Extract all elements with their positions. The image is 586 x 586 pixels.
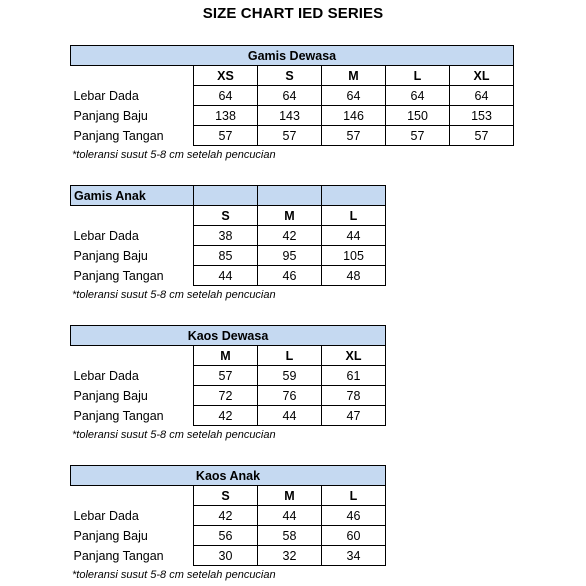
row-label: Panjang Baju: [71, 386, 194, 406]
row-label-empty: [71, 66, 194, 86]
row-label: Lebar Dada: [71, 226, 194, 246]
column-header: S: [258, 66, 322, 86]
table-cell: 44: [258, 506, 322, 526]
size-table-kaos-dewasa: [70, 325, 386, 441]
table-row: [71, 246, 386, 266]
table-cell: 76: [258, 386, 322, 406]
column-header: M: [322, 66, 386, 86]
table-row: [71, 546, 386, 566]
table-cell: 56: [194, 526, 258, 546]
table-cell: 58: [258, 526, 322, 546]
table-cell: 44: [258, 406, 322, 426]
table-cell: 46: [258, 266, 322, 286]
table-cell: 61: [322, 366, 386, 386]
heading-cell-empty: [258, 186, 322, 206]
shrink-tolerance-note: *toleransi susut 5-8 cm setelah pencucian: [72, 429, 276, 441]
table-row: [71, 506, 386, 526]
row-label-empty: [71, 206, 194, 226]
page-title: SIZE CHART IED SERIES: [202, 5, 384, 22]
row-label: Lebar Dada: [71, 506, 194, 526]
table-cell: 34: [322, 546, 386, 566]
table-cell: 150: [386, 106, 450, 126]
shrink-tolerance-note: *toleransi susut 5-8 cm setelah pencucian: [72, 149, 276, 161]
table-cell: 30: [194, 546, 258, 566]
table-cell: 44: [194, 266, 258, 286]
size-table-gamis-dewasa: [70, 45, 514, 161]
table-cell: 57: [322, 126, 386, 146]
row-label: Lebar Dada: [71, 366, 194, 386]
table-cell: 64: [450, 86, 514, 106]
table-cell: 59: [258, 366, 322, 386]
table-row: [71, 406, 386, 426]
table-cell: 60: [322, 526, 386, 546]
table-cell: 42: [194, 506, 258, 526]
column-header: XL: [450, 66, 514, 86]
table-cell: 57: [386, 126, 450, 146]
table-heading: Gamis Anak: [71, 186, 194, 206]
table-cell: 42: [258, 226, 322, 246]
column-header: L: [386, 66, 450, 86]
table-cell: 57: [450, 126, 514, 146]
table-cell: 48: [322, 266, 386, 286]
table-cell: 64: [386, 86, 450, 106]
row-label: Panjang Baju: [71, 526, 194, 546]
column-header: XS: [194, 66, 258, 86]
table-cell: 72: [194, 386, 258, 406]
column-header: XL: [322, 346, 386, 366]
table-cell: 57: [194, 126, 258, 146]
row-label-empty: [71, 346, 194, 366]
column-header: L: [322, 206, 386, 226]
table-cell: 153: [450, 106, 514, 126]
column-header: L: [322, 486, 386, 506]
table-row: [71, 226, 386, 246]
table-cell: 78: [322, 386, 386, 406]
table-cell: 57: [194, 366, 258, 386]
column-header: M: [194, 346, 258, 366]
table-row: [71, 106, 514, 126]
table-heading: Kaos Anak: [71, 466, 386, 486]
row-label: Lebar Dada: [71, 86, 194, 106]
table-cell: 42: [194, 406, 258, 426]
size-table-gamis-anak: [70, 185, 386, 301]
table-cell: 146: [322, 106, 386, 126]
table-cell: 46: [322, 506, 386, 526]
table-row: [71, 126, 514, 146]
row-label: Panjang Tangan: [71, 546, 194, 566]
shrink-tolerance-note: *toleransi susut 5-8 cm setelah pencucian: [72, 289, 276, 301]
row-label: Panjang Baju: [71, 246, 194, 266]
row-label: Panjang Tangan: [71, 126, 194, 146]
table-cell: 138: [194, 106, 258, 126]
table-row: [71, 366, 386, 386]
table-cell: 47: [322, 406, 386, 426]
table-heading: Kaos Dewasa: [71, 326, 386, 346]
table-cell: 38: [194, 226, 258, 246]
size-table-kaos-anak: [70, 465, 386, 581]
table-cell: 64: [258, 86, 322, 106]
table-row: [71, 386, 386, 406]
table-cell: 143: [258, 106, 322, 126]
table-row: [71, 266, 386, 286]
size-table: [70, 465, 386, 566]
table-cell: 44: [322, 226, 386, 246]
column-header: S: [194, 206, 258, 226]
table-row: [71, 526, 386, 546]
table-cell: 64: [322, 86, 386, 106]
size-table: [70, 325, 386, 426]
row-label: Panjang Baju: [71, 106, 194, 126]
row-label: Panjang Tangan: [71, 406, 194, 426]
column-header: M: [258, 486, 322, 506]
size-table: [70, 45, 514, 146]
row-label: Panjang Tangan: [71, 266, 194, 286]
table-cell: 85: [194, 246, 258, 266]
column-header: M: [258, 206, 322, 226]
column-header: S: [194, 486, 258, 506]
table-cell: 57: [258, 126, 322, 146]
column-header: L: [258, 346, 322, 366]
heading-cell-empty: [322, 186, 386, 206]
size-table: [70, 185, 386, 286]
table-cell: 105: [322, 246, 386, 266]
table-cell: 64: [194, 86, 258, 106]
heading-cell-empty: [194, 186, 258, 206]
table-heading: Gamis Dewasa: [71, 46, 514, 66]
table-row: [71, 86, 514, 106]
shrink-tolerance-note: *toleransi susut 5-8 cm setelah pencucian: [72, 569, 276, 581]
table-cell: 32: [258, 546, 322, 566]
table-cell: 95: [258, 246, 322, 266]
row-label-empty: [71, 486, 194, 506]
